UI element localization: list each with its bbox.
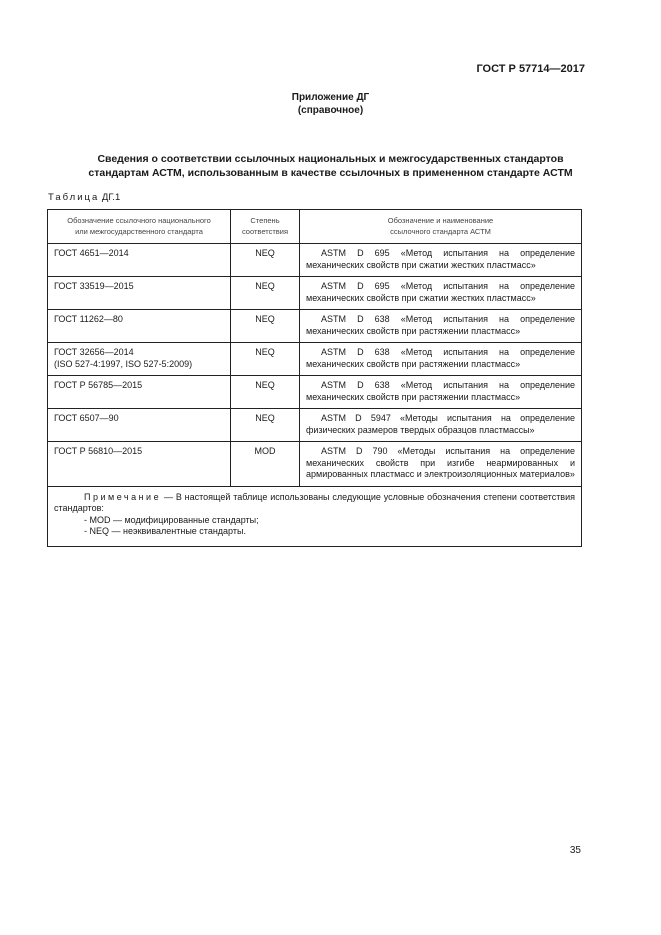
astm-standard: ASTM D 638 «Метод испытания на определение механических свойств при растяжении пластмасс» (306, 347, 575, 369)
national-standard-cell (48, 442, 231, 487)
astm-standard-cell (300, 310, 582, 343)
astm-standard: ASTM D 790 «Методы испытания на определение механических свойств при изгибе неармированных и армированных пластмасс и электроизоляционных материалов» (306, 446, 575, 479)
conformity-table (47, 209, 582, 547)
degree-cell: NEQ (231, 310, 300, 343)
national-standard: ГОСТ 33519—2015 (54, 281, 134, 291)
header-national-line1: Обозначение ссылочного национального (67, 216, 211, 225)
national-standard-cell (48, 244, 231, 277)
table-header-row (48, 210, 582, 244)
national-standard-iso-ref: (ISO 527-4:1997, ISO 527-5:2009) (54, 358, 193, 369)
header-degree-line1: Степень (250, 216, 280, 225)
national-standard-cell (48, 277, 231, 310)
national-standard-cell (48, 310, 231, 343)
note-intro (54, 492, 575, 515)
table-row (48, 343, 582, 376)
section-heading-line2: стандартам АСТМ, использованным в качестве ссылочных в примененном стандарте АСТМ (88, 167, 573, 179)
astm-standard-cell (300, 277, 582, 310)
astm-standard-cell (300, 244, 582, 277)
page-number: 35 (569, 845, 581, 856)
degree-cell: NEQ (231, 376, 300, 409)
national-standard: ГОСТ Р 56810—2015 (54, 446, 143, 456)
national-standard: ГОСТ Р 56785—2015 (54, 380, 143, 390)
header-national-line2: или межгосударственного стандарта (75, 227, 203, 236)
table-row (48, 442, 582, 487)
header-astm-line2: ссылочного стандарта АСТМ (390, 227, 491, 236)
national-standard: ГОСТ 4651—2014 (54, 248, 129, 258)
national-standard-cell (48, 343, 231, 376)
table-caption (48, 192, 120, 203)
table-note (48, 486, 582, 546)
table-row (48, 310, 582, 343)
header-national-standard (48, 210, 231, 244)
astm-standard: ASTM D 5947 «Методы испытания на определение физических размеров твердых образцов пластмассы» (306, 413, 575, 435)
header-astm-standard (300, 210, 582, 244)
table-row (48, 244, 582, 277)
section-heading (48, 152, 613, 180)
national-standard: ГОСТ 32656—2014 (54, 347, 134, 357)
degree-cell: NEQ (231, 409, 300, 442)
astm-standard-cell (300, 409, 582, 442)
astm-standard: ASTM D 695 «Метод испытания на определение механических свойств при сжатии жестких пластмасс» (306, 281, 575, 303)
header-astm-line1: Обозначение и наименование (387, 216, 494, 225)
table-row (48, 277, 582, 310)
table-caption-label: Таблица (48, 192, 100, 203)
appendix-heading (0, 91, 661, 117)
note-label: Примечание (84, 491, 162, 502)
astm-standard: ASTM D 638 «Метод испытания на определение механических свойств при растяжении пластмасс» (306, 314, 575, 336)
appendix-title: Приложение ДГ (291, 92, 370, 103)
header-degree (231, 210, 300, 244)
degree-cell: NEQ (231, 244, 300, 277)
table-row (48, 409, 582, 442)
astm-standard: ASTM D 638 «Метод испытания на определение механических свойств при растяжении пластмасс» (306, 380, 575, 402)
astm-standard-cell (300, 376, 582, 409)
degree-cell: MOD (231, 442, 300, 487)
header-degree-line2: соответствия (241, 227, 289, 236)
national-standard: ГОСТ 6507—90 (54, 413, 119, 423)
degree-cell: NEQ (231, 343, 300, 376)
table-note-row (48, 486, 582, 546)
national-standard-cell (48, 409, 231, 442)
national-standard: ГОСТ 11262—80 (54, 314, 123, 324)
astm-standard-cell (300, 442, 582, 487)
note-item-mod: - MOD — модифицированные стандарты; (84, 514, 259, 525)
note-item-neq: - NEQ — неэквивалентные стандарты. (84, 526, 246, 536)
section-heading-line1: Сведения о соответствии ссылочных национальных и межгосударственных стандартов (97, 153, 564, 165)
table-caption-number: ДГ.1 (101, 192, 121, 203)
astm-standard-cell (300, 343, 582, 376)
standard-number: ГОСТ Р 57714—2017 (476, 63, 585, 75)
appendix-subtitle: (справочное) (297, 105, 364, 116)
degree-cell: NEQ (231, 277, 300, 310)
note-text: — В настоящей таблице использованы следующие условные обозначения степени соответствия стандартов: (54, 491, 575, 513)
astm-standard: ASTM D 695 «Метод испытания на определение механических свойств при сжатии жестких пластмасс» (306, 248, 575, 270)
table-row (48, 376, 582, 409)
national-standard-cell (48, 376, 231, 409)
